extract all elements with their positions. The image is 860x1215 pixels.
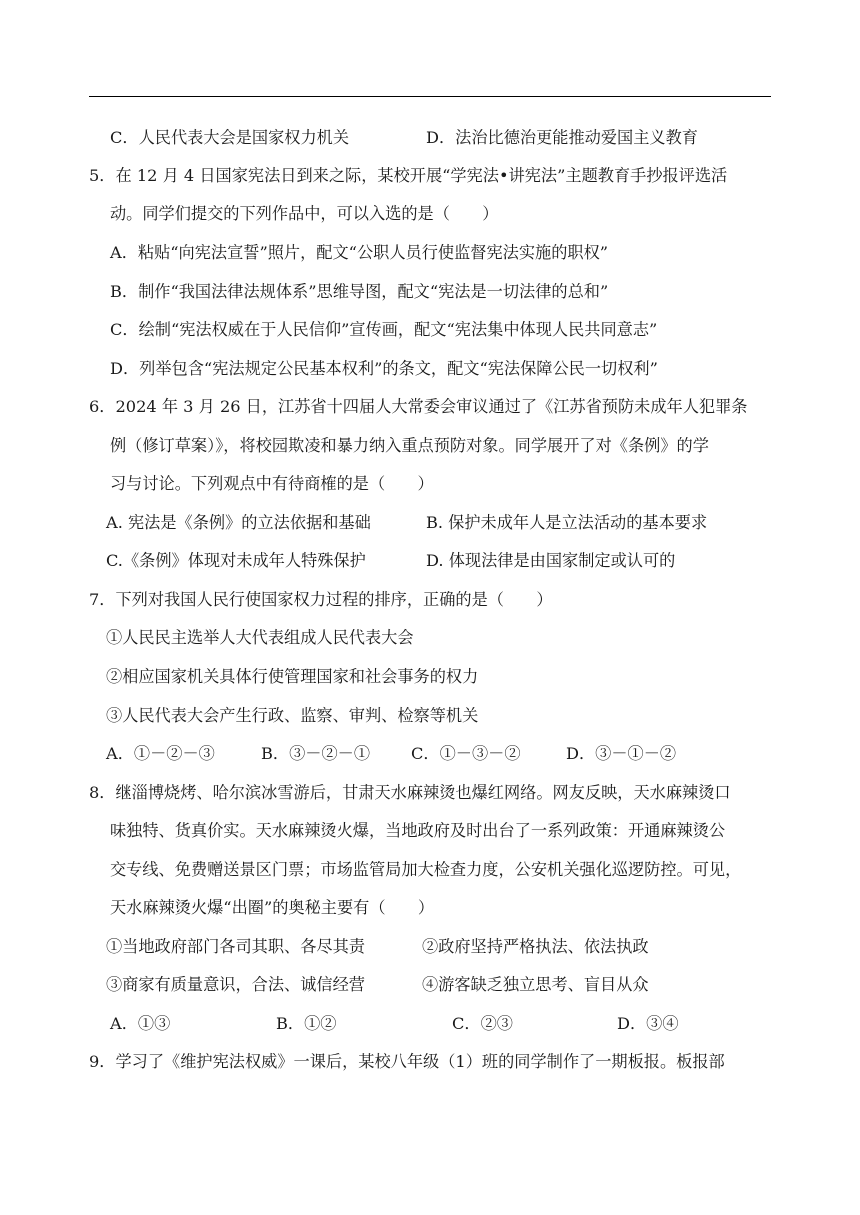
q5-option-d: D．列举包含“宪法规定公民基本权利”的条文，配文“宪法保障公民一切权利” — [110, 359, 658, 378]
q8-item-1: ①当地政府部门各司其职、各尽其责 — [106, 937, 365, 956]
q7-option-c: C．①－③－② — [411, 744, 521, 763]
q8-stem-line-4: 天水麻辣烫火爆“出圈”的奥秘主要有（ ） — [110, 898, 435, 917]
q6-option-c: C.《条例》体现对未成年人特殊保护 — [106, 551, 366, 570]
q5-option-a: A．粘贴“向宪法宣誓”照片，配文“公职人员行使监督宪法实施的职权” — [110, 243, 609, 262]
q8-item-3: ③商家有质量意识，合法、诚信经营 — [106, 975, 365, 994]
q5-option-c: C．绘制“宪法权威在于人民信仰”宣传画，配文“宪法集中体现人民共同意志” — [110, 320, 658, 339]
q8-stem-line-1: 8．继淄博烧烤、哈尔滨冰雪游后，甘肃天水麻辣烫也爆红网络。网友反映，天水麻辣烫口 — [89, 783, 731, 802]
q5-stem-line-1: 5．在 12 月 4 日国家宪法日到来之际，某校开展“学宪法•讲宪法”主题教育手抄报评选活 — [89, 166, 728, 185]
q8-option-a: A．①③ — [110, 1014, 171, 1033]
q8-option-c: C．②③ — [452, 1014, 513, 1033]
q8-stem-line-3: 交专线、免费赠送景区门票；市场监管局加大检查力度，公安机关强化巡逻防控。可见， — [110, 860, 742, 879]
q7-option-d: D．③－①－② — [566, 744, 677, 763]
q6-option-d: D. 体现法律是由国家制定或认可的 — [426, 551, 676, 570]
q5-option-b: B．制作“我国法律法规体系”思维导图，配文“宪法是一切法律的总和” — [110, 282, 609, 301]
q4-option-d: D．法治比德治更能推动爱国主义教育 — [426, 128, 698, 147]
q6-stem-line-2: 例（修订草案）》，将校园欺凌和暴力纳入重点预防对象。同学展开了对《条例》的学 — [110, 436, 709, 455]
q8-option-b: B．①② — [276, 1014, 337, 1033]
q8-stem-line-2: 味独特、货真价实。天水麻辣烫火爆，当地政府及时出台了一系列政策：开通麻辣烫公 — [110, 821, 726, 840]
q8-option-d: D．③④ — [617, 1014, 679, 1033]
header-rule — [89, 96, 771, 97]
q5-stem-line-2: 动。同学们提交的下列作品中，可以入选的是（ ） — [110, 204, 499, 223]
q9-stem-line-1: 9．学习了《维护宪法权威》一课后，某校八年级（1）班的同学制作了一期板报。板报部 — [89, 1052, 725, 1071]
q7-item-3: ③人民代表大会产生行政、监察、审判、检察等机关 — [106, 706, 479, 725]
q7-option-a: A．①－②－③ — [106, 744, 215, 763]
q6-option-b: B. 保护未成年人是立法活动的基本要求 — [426, 513, 708, 532]
q8-item-4: ④游客缺乏独立思考、盲目从众 — [422, 975, 649, 994]
q7-stem: 7．下列对我国人民行使国家权力过程的排序，正确的是（ ） — [89, 590, 553, 609]
q4-option-c: C．人民代表大会是国家权力机关 — [110, 128, 350, 147]
q7-option-b: B．③－②－① — [261, 744, 371, 763]
q6-option-a: A. 宪法是《条例》的立法依据和基础 — [106, 513, 371, 532]
q8-item-2: ②政府坚持严格执法、依法执政 — [422, 937, 649, 956]
q6-stem-line-3: 习与讨论。下列观点中有待商榷的是（ ） — [110, 474, 434, 493]
q6-stem-line-1: 6．2024 年 3 月 26 日，江苏省十四届人大常委会审议通过了《江苏省预防未成年人犯罪条 — [89, 397, 748, 416]
q7-item-2: ②相应国家机关具体行使管理国家和社会事务的权力 — [106, 667, 479, 686]
q7-item-1: ①人民民主选举人大代表组成人民代表大会 — [106, 628, 414, 647]
